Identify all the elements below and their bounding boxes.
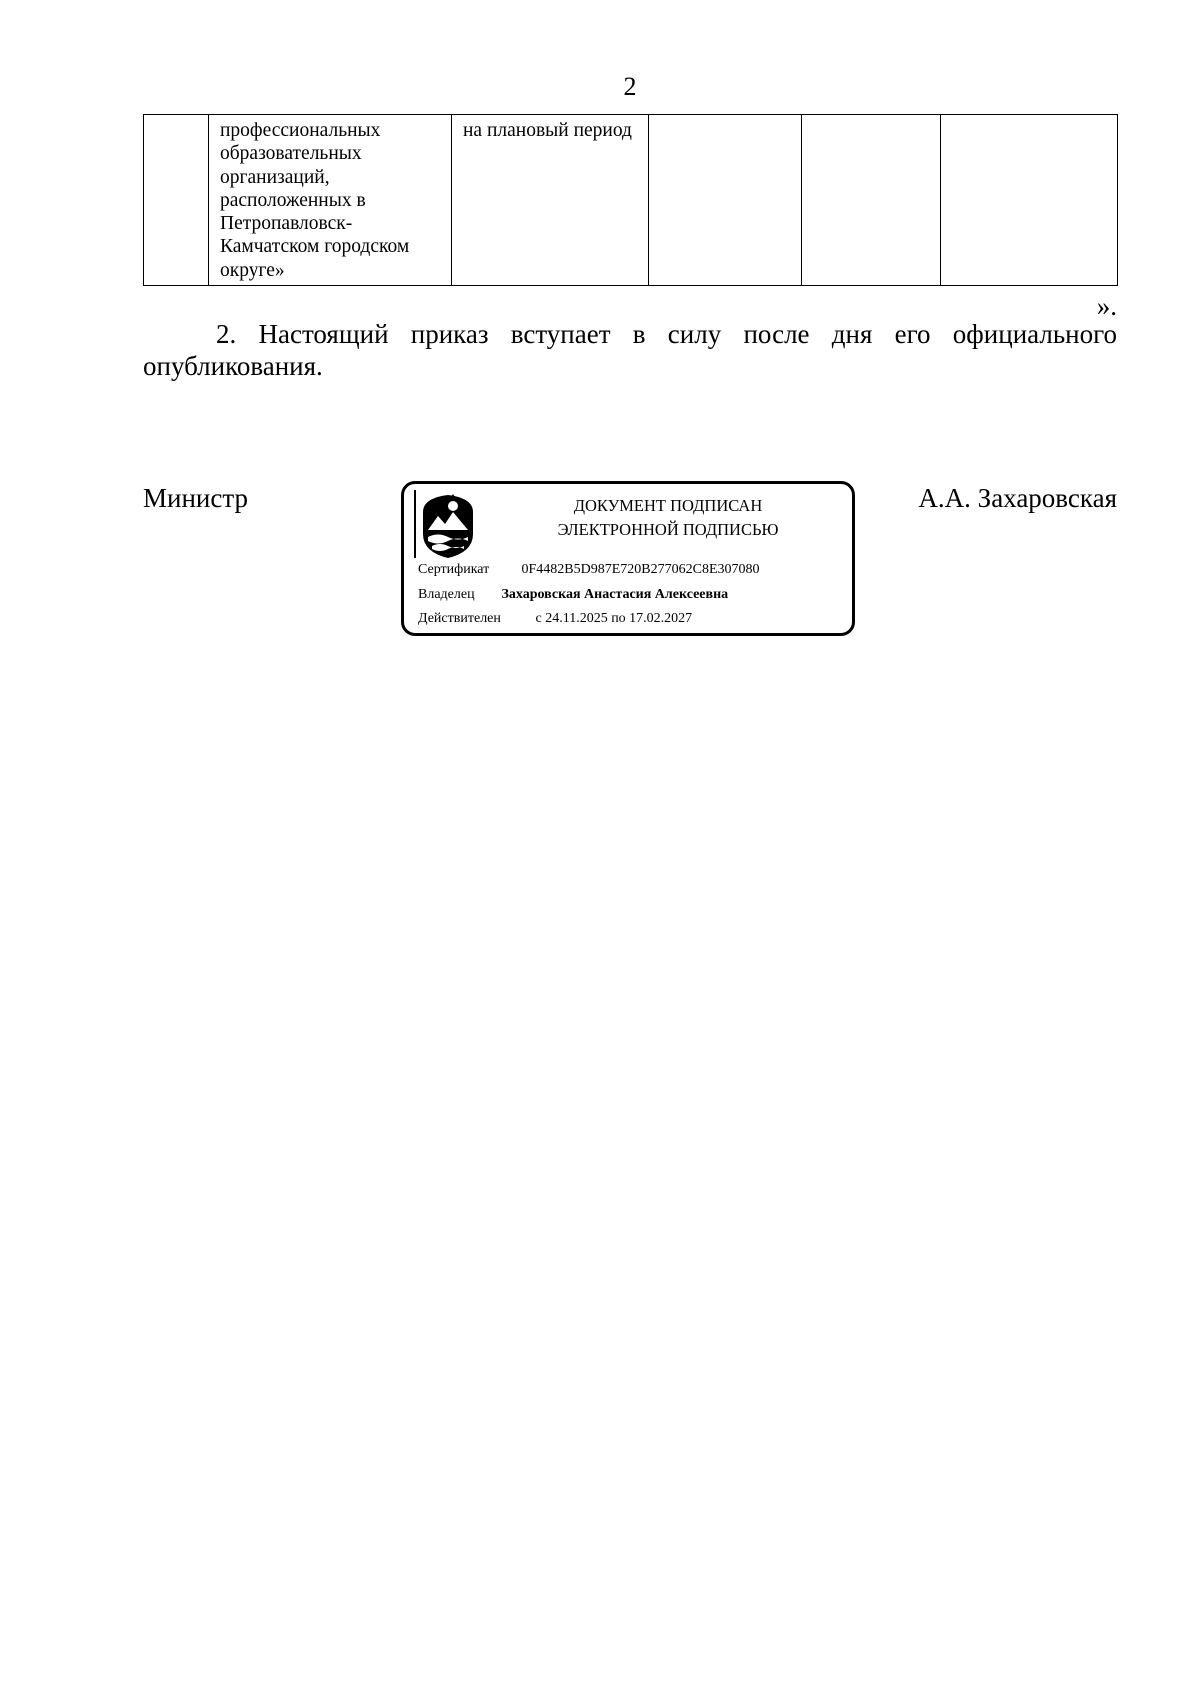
signatory-name: А.А. Захаровская — [918, 483, 1117, 513]
table-cell — [649, 115, 802, 286]
table-cell-period: на плановый период — [452, 115, 649, 286]
certificate-value: 0F4482B5D987E720B277062C8E307080 — [521, 562, 760, 577]
stamp-certificate-row — [418, 562, 760, 578]
stamp-owner-row — [418, 587, 728, 603]
table-cell-number — [144, 115, 209, 286]
stamp-title-line2: ЭЛЕКТРОННОЙ ПОДПИСЬЮ — [557, 520, 779, 539]
stamp-title-line1: ДОКУМЕНТ ПОДПИСАН — [573, 496, 763, 515]
stamp-divider — [414, 490, 416, 558]
order-paragraph: 2. Настоящий приказ вступает в силу после дня его официального опубликования. — [143, 319, 1117, 381]
page-number: 2 — [623, 72, 637, 101]
table-cell-name: профессиональных образовательных организаций, расположенных в Петропавловск-Камчатском городском округе» — [209, 115, 452, 286]
closing-quote: ». — [1096, 291, 1117, 321]
stamp-title — [494, 494, 842, 542]
stamp-validity-row — [418, 611, 692, 627]
table-cell — [941, 115, 1118, 286]
electronic-signature-stamp — [401, 481, 855, 636]
owner-label: Владелец — [418, 587, 475, 602]
validity-value: с 24.11.2025 по 17.02.2027 — [535, 611, 693, 626]
certificate-label: Сертификат — [418, 562, 490, 577]
owner-value: Захаровская Анастасия Алексеевна — [501, 587, 729, 602]
kamchatka-coat-of-arms-icon — [418, 492, 478, 560]
table-cell — [802, 115, 941, 286]
validity-label: Действителен — [418, 611, 501, 626]
signatory-role: Министр — [143, 483, 248, 513]
table-row — [144, 115, 1118, 286]
continuation-table — [143, 114, 1118, 286]
